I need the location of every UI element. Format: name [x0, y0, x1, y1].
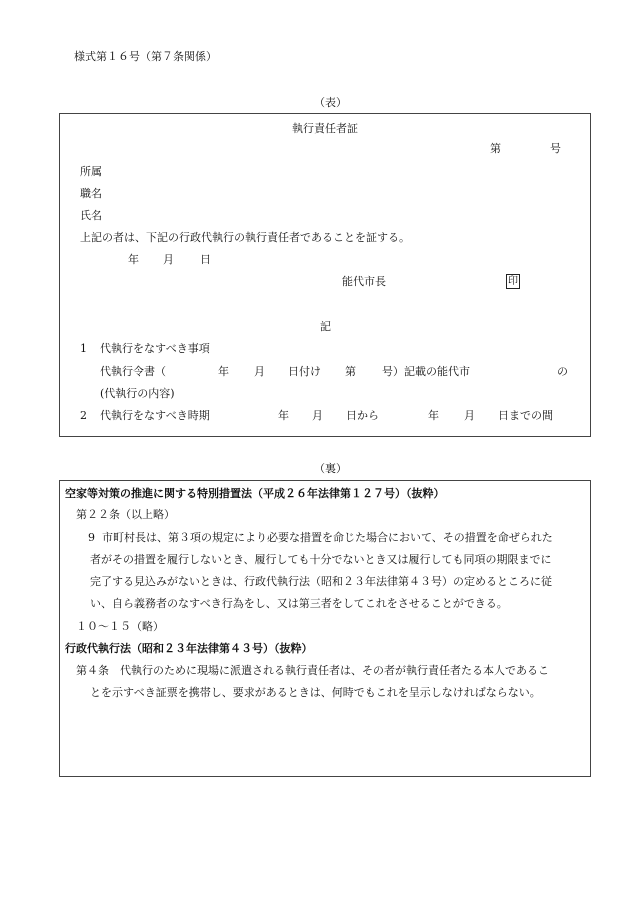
item1-number: 1 [80, 342, 87, 355]
item1-gou: 号）記載の能代市 [382, 365, 470, 378]
affiliation-label: 所属 [80, 165, 102, 178]
date-year: 年 [128, 253, 139, 266]
item2-year2: 年 [428, 409, 439, 422]
article4-line-2: とを示すべき証票を携帯し、要求があるときは、何時でもこれを呈示しなければならない。 [90, 686, 541, 699]
item2-year1: 年 [278, 409, 289, 422]
back-label: （裏） [314, 462, 347, 475]
item1-year: 年 [218, 365, 229, 378]
form-number: 様式第１６号（第７条関係） [74, 50, 217, 63]
seal-mark: 印 [508, 276, 518, 287]
item2-month1: 月 [312, 409, 323, 422]
card-title: 執行責任者証 [292, 122, 358, 135]
para9-number: 9 [88, 531, 95, 544]
para9-line-3: 完了する見込みがないときは、行政代執行法（昭和２３年法律第４３号）の定めるところに従 [90, 575, 552, 588]
front-label: （表） [314, 96, 347, 109]
date-day: 日 [200, 253, 211, 266]
item1-title: 代執行をなすべき事項 [100, 342, 210, 355]
para9-line-4: い、自ら義務者のなすべき行為をし、又は第三者をしてこれをさせることができる。 [90, 597, 508, 610]
item2-from: 日から [346, 409, 379, 422]
item2-month2: 月 [464, 409, 475, 422]
para9-line-1: 市町村長は、第３項の規定により必要な措置を命じた場合において、その措置を命ぜられた [102, 531, 553, 544]
law2-title: 行政代執行法（昭和２３年法律第４３号）（抜粋） [65, 642, 313, 655]
certify-text: 上記の者は、下記の行政代執行の執行責任者であることを証する。 [80, 231, 410, 244]
item1-dated: 日付け [288, 365, 321, 378]
article4-line-1: 第４条 代執行のために現場に派遣される執行責任者は、その者が執行責任者たる本人であるこ [76, 664, 549, 677]
front-card [59, 113, 591, 437]
back-card [59, 480, 591, 777]
para9-line-2: 者がその措置を履行しないとき、履行しても十分でないとき又は履行しても同項の期限までに [90, 553, 552, 566]
law1-title: 空家等対策の推進に関する特別措置法（平成２６年法律第１２７号）（抜粋） [65, 487, 445, 500]
item1-month: 月 [254, 365, 265, 378]
item1-no: の [557, 365, 568, 378]
number-gou: 号 [550, 142, 561, 155]
mayor-label: 能代市長 [342, 275, 386, 288]
item2-number: 2 [80, 409, 87, 422]
para10-15: １０～１５（略） [76, 620, 164, 633]
ki-heading: 記 [320, 320, 331, 333]
item1-order: 代執行令書（ [100, 365, 166, 378]
item1-dai: 第 [345, 365, 356, 378]
number-dai: 第 [490, 142, 501, 155]
item2-title: 代執行をなすべき時期 [100, 409, 210, 422]
item1-content: (代執行の内容) [100, 387, 175, 400]
article22-line: 第２２条（以上略） [76, 508, 175, 521]
name-label: 氏名 [80, 209, 102, 222]
position-label: 職名 [80, 187, 102, 200]
date-month: 月 [163, 253, 174, 266]
item2-until: 日までの間 [498, 409, 553, 422]
